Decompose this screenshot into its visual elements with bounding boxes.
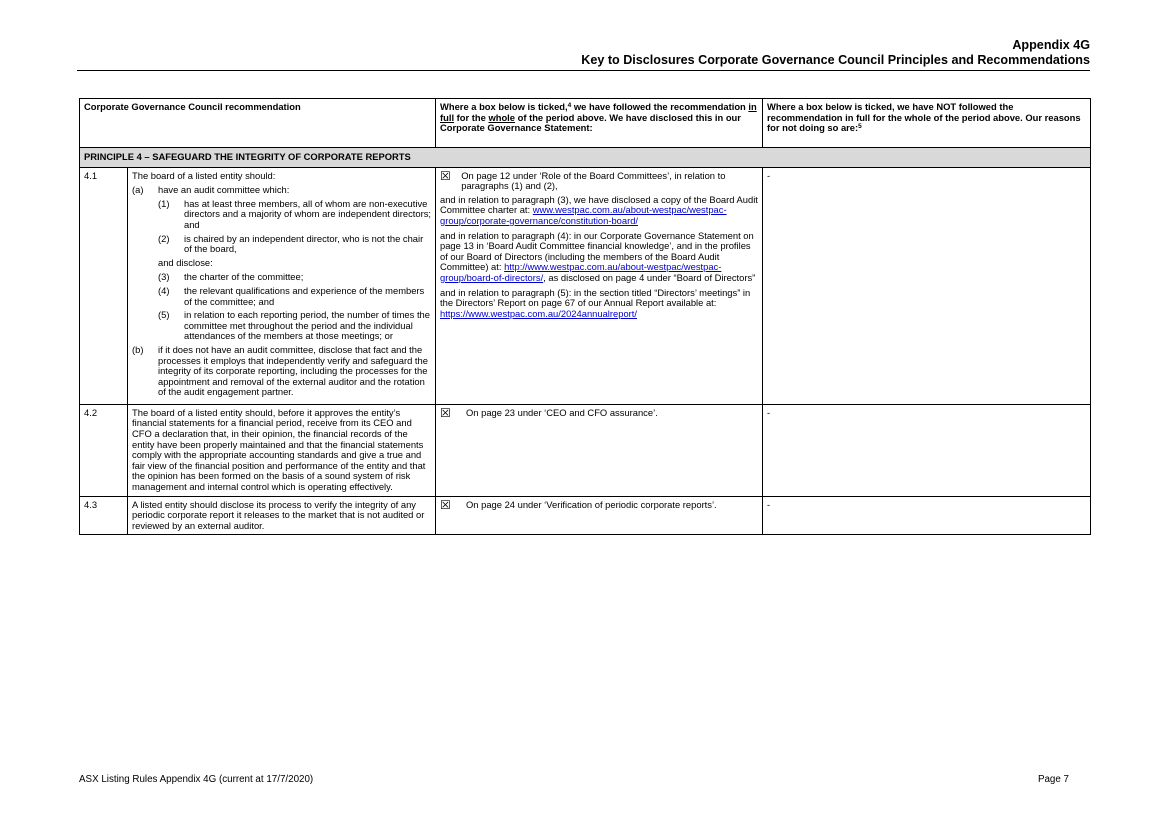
followed-cell [436,496,763,535]
ticked-statement [440,497,758,512]
list-item [132,345,431,398]
and-disclose-text: and disclose: [158,256,213,268]
col-header-recommendation: Corporate Governance Council recommendation [80,99,436,148]
footnote-ref-4: 4 [567,102,572,109]
item-label: (5) [158,309,170,321]
item-label: (3) [158,271,170,283]
col2-header-text-b: we have followed the recommendation [571,101,749,112]
disclosure-table [79,98,1091,535]
principle-heading: PRINCIPLE 4 – SAFEGUARD THE INTEGRITY OF CORPORATE REPORTS [80,148,1091,168]
item-label: (1) [158,197,170,209]
col2-header-text-a: Where a box below is ticked, [440,101,568,112]
paragraph [440,195,758,227]
statement-text: On page 24 under ‘Verification of periodic corporate reports’. [466,498,717,510]
col3-header-text: Where a box below is ticked, we have NOT followed the recommendation in full for the whole of the period above. Our reasons for not doing so are: [767,101,1081,134]
checked-box-icon: ☒ [440,405,451,420]
paragraph-text: and in relation to paragraph (3), we have disclosed a copy of the Board Audit Committee charter at: [440,193,758,216]
table-row [80,167,1091,404]
list-item [158,272,431,283]
table-row [80,404,1091,496]
recommendation-number: 4.1 [80,167,128,404]
list-item [132,185,431,196]
header-divider [77,70,1090,71]
paragraph-tail: , as disclosed on page 4 under “Board of Directors” [543,271,756,283]
page-header [581,38,1090,68]
item-text: the charter of the committee; [184,271,304,283]
charter-link[interactable]: www.westpac.com.au/about-westpac/westpac-group/corporate-governance/constitution-board/ [440,204,727,226]
item-label: (b) [132,343,144,355]
ticked-statement [440,405,758,420]
document-title: Key to Disclosures Corporate Governance Council Principles and Recommendations [581,53,1090,67]
paragraph [440,231,758,284]
col-header-followed [436,99,763,148]
annual-report-link[interactable]: https://www.westpac.com.au/2024annualreport/ [440,307,637,319]
list-item [158,310,431,342]
checked-box-icon: ☒ [440,497,451,512]
statement-text: On page 23 under ‘CEO and CFO assurance’. [466,406,658,418]
not-followed-cell: - [763,496,1091,535]
statement-text: On page 12 under ‘Role of the Board Committees’, in relation to paragraphs (1) and (2), [461,169,726,192]
followed-cell [436,167,763,404]
recommendation-number: 4.2 [80,404,128,496]
paragraph-text: and in relation to paragraph (5): in the section titled “Directors’ meetings” in the Directors’ Report on page 67 of our Annual Report available at: [440,286,751,309]
item-text: has at least three members, all of whom are non-executive directors and a majority of whom are independent directors; and [184,197,432,230]
whole-text: whole [488,111,516,123]
table-header-row [80,99,1091,148]
recommendation-text [128,167,436,404]
checked-box-icon: ☒ [440,168,451,183]
appendix-label: Appendix 4G [1012,38,1090,52]
ticked-statement [440,168,758,192]
principle-row [80,148,1091,168]
not-followed-cell: - [763,404,1091,496]
recommendation-text: The board of a listed entity should, before it approves the entity’s financial statements for a financial period, receive from its CEO and CFO a declaration that, in their opinion, the financial records of the entity have been properly maintained and that the financial statements comply with the appropriate accounting standards and give a true and fair view of the financial position and performance of the entity and that the opinion has been formed on the basis of a sound system of risk management and internal control which is operating effectively. [128,404,436,496]
recommendation-number: 4.3 [80,496,128,535]
board-of-directors-link[interactable]: http://www.westpac.com.au/about-westpac/westpac-group/board-of-directors/ [440,261,722,283]
list-item [158,199,431,231]
item-label: (2) [158,232,170,244]
not-followed-cell: - [763,167,1091,404]
item-label: (4) [158,284,170,296]
col2-header-text-d: of the period above. We have disclosed this in our Corporate Governance Statement: [440,111,741,134]
intro-text: The board of a listed entity should: [132,169,276,181]
list-item [158,234,431,255]
item-label: (a) [132,184,144,196]
footnote-ref-5: 5 [858,123,862,131]
page-number: Page 7 [1037,774,1069,785]
item-text: the relevant qualifications and experience of the members of the committee; and [184,284,425,307]
paragraph [440,288,758,320]
followed-cell [436,404,763,496]
item-text: in relation to each reporting period, the number of times the committee met throughout the period and the individual attendances of the members at those meetings; or [184,309,430,342]
paragraph-text: and in relation to paragraph (4): in our Corporate Governance Statement on page 13 in ‘Board Audit Committee financial knowledge’, and in the profiles of our Board of Directors (including the members of the Board Audit Committee) at: [440,229,754,273]
footer-source: ASX Listing Rules Appendix 4G (current at 17/7/2020) [79,774,314,785]
recommendation-text: A listed entity should disclose its process to verify the integrity of any periodic corporate report it releases to the market that is not audited or reviewed by an external auditor. [128,496,436,535]
in-full-text: in full [440,101,757,123]
table-row [80,496,1091,535]
item-text: have an audit committee which: [158,184,290,196]
col-header-not-followed [763,99,1091,148]
col2-header-text-c: for the [454,111,489,123]
list-item [158,286,431,307]
item-text: if it does not have an audit committee, disclose that fact and the processes it employs that independently verify and safeguard the integrity of its corporate reporting, including the processes for the appointment and removal of the external auditor and the rotation of the audit engagement partner. [158,343,428,398]
item-text: is chaired by an independent director, who is not the chair of the board, [184,232,424,255]
